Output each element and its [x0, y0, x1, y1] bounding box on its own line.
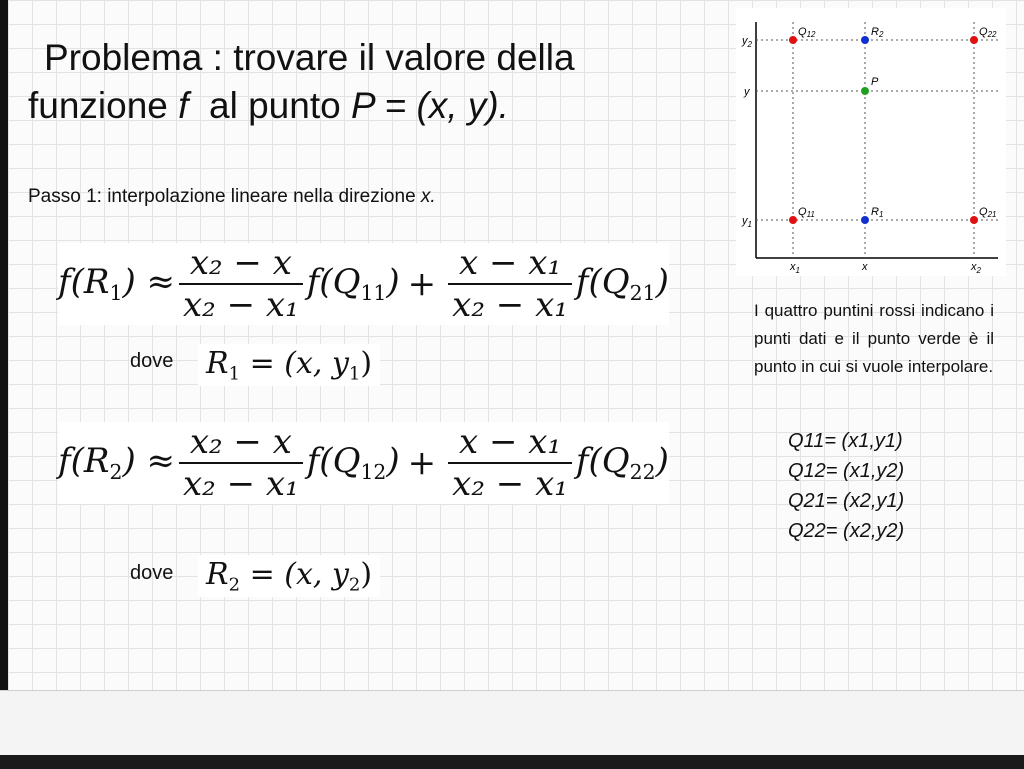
point-def-q22: Q22= (x2,y2) [788, 520, 905, 542]
label-x2: $x_2$ [971, 261, 981, 275]
eq2-fraction-1: $\frac{\text{x₂ − x}}{\text{x₂ − x₁}}$ [179, 422, 303, 504]
label-q21: Q21 [979, 206, 997, 219]
label-q11: Q11 [798, 206, 815, 219]
label-x1: $x_1$ [790, 261, 800, 275]
title-function: f [178, 85, 189, 126]
label-r1: R1 [871, 206, 884, 219]
label-x: x [862, 261, 868, 273]
eq1-term-1: $f(Q_{11})$ [306, 262, 400, 306]
eq2-fraction-2: $\frac{\text{x − x₁}}{\text{x₂ − x₁}}$ [448, 422, 572, 504]
slide-bottom-strip [0, 690, 1024, 769]
point-q11 [789, 216, 797, 224]
point-r2 [861, 36, 869, 44]
point-def-q11: Q11= (x1,y1) [788, 430, 903, 452]
label-p: P [871, 76, 879, 88]
point-r1 [861, 216, 869, 224]
points-list [788, 426, 904, 546]
dove-label-2: dove [130, 562, 174, 584]
eq2-term-2: $f(Q_{22})$ [575, 441, 669, 485]
page-title [28, 34, 688, 130]
eq1-plus: + [407, 264, 437, 304]
point-q12 [789, 36, 797, 44]
label-q12: Q12 [798, 26, 816, 39]
eq1-lhs: $f(R_1)$ ≈ [58, 262, 175, 306]
title-mid: al punto [188, 85, 351, 126]
label-q22: Q22 [979, 26, 997, 39]
r2-definition: $R_2 = (x$, $y_2$) [198, 555, 380, 597]
eq1-fraction-2: $\frac{\text{x − x₁}}{\text{x₂ − x₁}}$ [448, 243, 572, 325]
point-p [861, 87, 869, 95]
eq2-term-1: $f(Q_{12})$ [306, 441, 400, 485]
dove-label-1: dove [130, 350, 174, 372]
equation-r1 [58, 243, 669, 325]
eq2-lhs: $f(R_2)$ ≈ [58, 441, 175, 485]
diagram-note: I quattro puntini rossi indicano i punti dati e il punto verde è il punto in cui si vuole interpolare. [754, 301, 994, 376]
step-text: Passo 1: interpolazione lineare nella direzione [28, 186, 421, 207]
r1-definition: $R_1 = (x$, $y_1$) [198, 344, 380, 386]
label-r2: R2 [871, 26, 884, 39]
step-heading [28, 186, 436, 208]
eq1-fraction-1: $\frac{\text{x₂ − x}}{\text{x₂ − x₁}}$ [179, 243, 303, 325]
point-q22 [970, 36, 978, 44]
step-variable: x. [420, 186, 436, 207]
label-y1: $y_1$ [742, 215, 752, 229]
point-q21 [970, 216, 978, 224]
equation-r2 [58, 422, 669, 504]
point-def-q21: Q21= (x2,y1) [788, 490, 905, 512]
title-line-1: Problema : trovare il valore della [44, 37, 575, 78]
title-point: P = (x, y). [350, 85, 509, 126]
eq2-plus: + [407, 443, 437, 483]
diagram-svg [736, 8, 1006, 276]
bilinear-diagram [736, 8, 1006, 276]
label-y: y [744, 86, 750, 98]
point-def-q12: Q12= (x1,y2) [788, 460, 905, 482]
eq1-term-2: $f(Q_{21})$ [575, 262, 669, 306]
bottom-bar [0, 755, 1024, 769]
title-line-2 [28, 85, 509, 126]
title-prefix: funzione [28, 85, 179, 126]
label-y2: $y_2$ [742, 35, 752, 49]
